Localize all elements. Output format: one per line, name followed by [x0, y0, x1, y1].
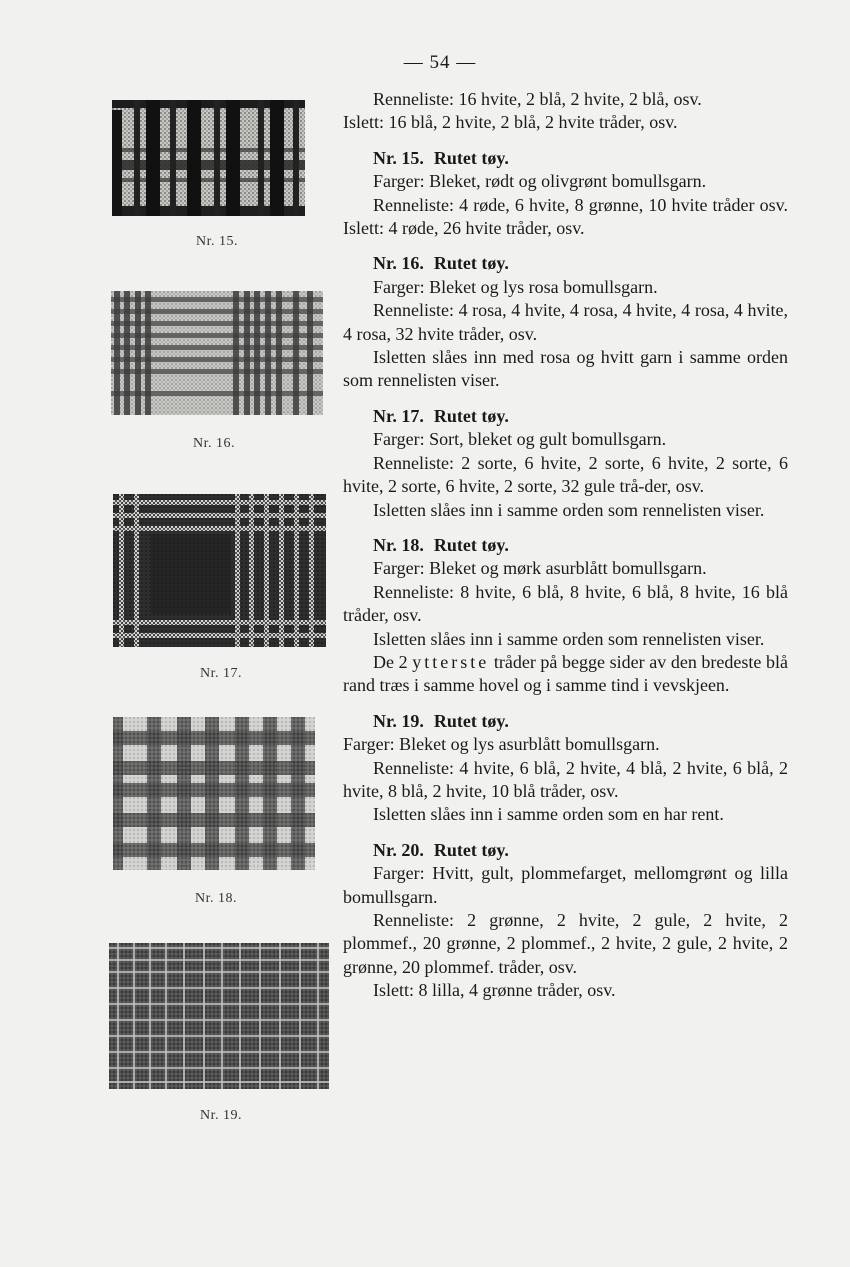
section-heading-nr20: Nr. 20. Rutet tøy.: [373, 839, 509, 860]
section-heading-nr15: Nr. 15. Rutet tøy.: [373, 147, 509, 168]
islett-nr17: Isletten slåes inn i samme orden som rennelisten viser.: [373, 499, 765, 520]
renneliste-nr16: Renneliste: 4 rosa, 4 hvite, 4 rosa, 4 hvite, 4 rosa, 4 hvite, 4 rosa, 32 hvite tråder, osv.: [343, 300, 788, 344]
body-text: [343, 88, 788, 1003]
renneliste-nr17: Renneliste: 2 sorte, 6 hvite, 2 sorte, 6 hvite, 2 sorte, 6 hvite, 2 sorte, 6 hvite, 2 sorte, 32 gule trå-der, osv.: [343, 452, 788, 497]
note-nr18: De 2 ytterste tråder på begge sider av den bredeste blå rand træs i samme hovel og i samme tind i vevskjeen.: [343, 651, 789, 696]
renneliste-nr19: Renneliste: 4 hvite, 6 blå, 2 hvite, 4 blå, 2 hvite, 6 blå, 2 hvite, 8 blå, 2 hvite, 10 blå tråder, osv.: [343, 757, 788, 801]
plaid-fabric-sample-18: [113, 717, 315, 870]
section-heading-nr17: Nr. 17. Rutet tøy.: [373, 405, 509, 426]
intro-renneliste: Renneliste: 16 hvite, 2 blå, 2 hvite, 2 blå, osv.: [373, 89, 702, 109]
figure-caption: Nr. 19.: [200, 1108, 242, 1123]
farger-nr20: Farger: Hvitt, gult, plommefarget, mellomgrønt og lilla bomullsgarn.: [343, 863, 788, 907]
farger-nr18: Farger: Bleket og mørk asurblått bomullsgarn.: [373, 558, 707, 579]
intro-islett: Islett: 16 blå, 2 hvite, 2 blå, 2 hvite tråder, osv.: [343, 112, 678, 133]
section-heading-nr18: Nr. 18. Rutet tøy.: [373, 534, 509, 555]
renneliste-nr20: Renneliste: 2 grønne, 2 hvite, 2 gule, 2 hvite, 2 plommef., 20 grønne, 2 plommef., 2 hvite, 2 gule, 2 hvite, 2 grønne, 20 plommef. tråder, osv.: [343, 910, 788, 977]
figure-caption: Nr. 17.: [200, 666, 242, 681]
farger-nr17: Farger: Sort, bleket og gult bomullsgarn.: [373, 429, 667, 450]
farger-nr15: Farger: Bleket, rødt og olivgrønt bomullsgarn.: [373, 171, 707, 192]
section-heading-nr19: Nr. 19. Rutet tøy.: [373, 710, 509, 731]
islett-nr20: Islett: 8 lilla, 4 grønne tråder, osv.: [373, 980, 616, 1001]
islett-nr18: Isletten slåes inn i samme orden som rennelisten viser.: [373, 628, 765, 649]
islett-nr19: Isletten slåes inn i samme orden som en har rent.: [373, 804, 724, 825]
figure-caption: Nr. 18.: [195, 891, 237, 906]
plaid-fabric-sample-15: [112, 100, 305, 216]
section-heading-nr16: Nr. 16. Rutet tøy.: [373, 253, 509, 274]
farger-nr16: Farger: Bleket og lys rosa bomullsgarn.: [373, 276, 658, 297]
figure-caption: Nr. 15.: [196, 234, 238, 249]
renneliste-nr15: Renneliste: 4 røde, 6 hvite, 8 grønne, 10 hvite tråder osv. Islett: 4 røde, 26 hvite tråder, osv.: [343, 194, 788, 239]
plaid-fabric-sample-16: [111, 291, 323, 415]
plaid-fabric-sample-19: [109, 943, 329, 1089]
plaid-fabric-sample-17: [113, 494, 326, 647]
islett-nr16: Isletten slåes inn med rosa og hvitt garn i samme orden som rennelisten viser.: [343, 347, 788, 391]
page-number: — 54 —: [403, 52, 477, 73]
farger-nr19: Farger: Bleket og lys asurblått bomullsgarn.: [343, 734, 660, 755]
figure-caption: Nr. 16.: [193, 436, 235, 451]
renneliste-nr18: Renneliste: 8 hvite, 6 blå, 8 hvite, 6 blå, 8 hvite, 16 blå tråder, osv.: [343, 581, 788, 626]
